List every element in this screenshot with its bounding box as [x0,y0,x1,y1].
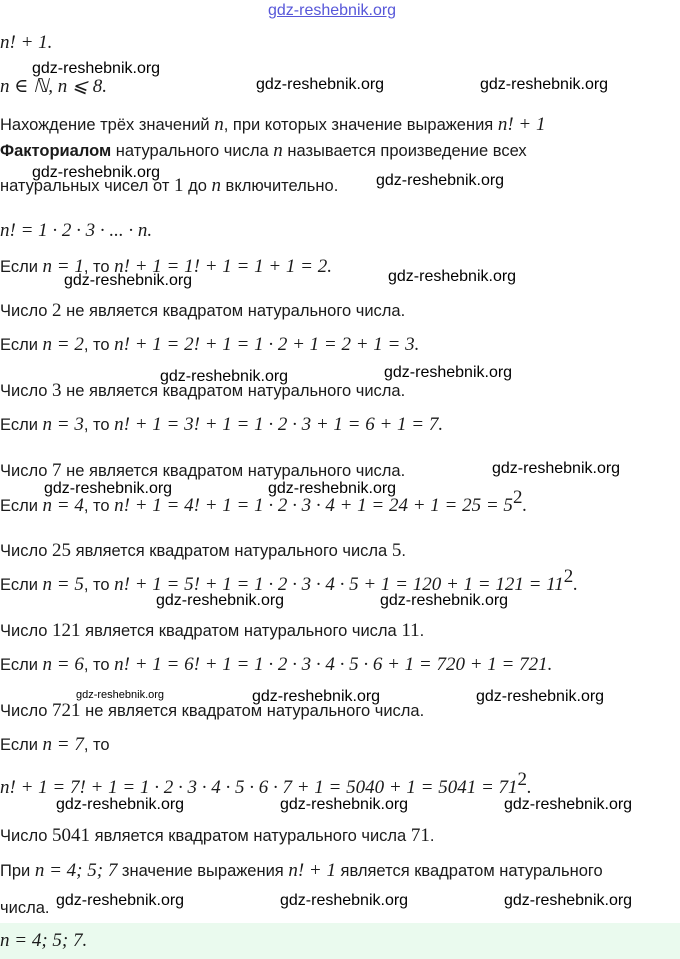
watermark: gdz-reshebnik.org [492,460,621,477]
step-n7-calc: n! + 1 = 7! + $1 = 1 \cdot 2 \cdot 3 \cdot 4 \cdot 5 \cdot 6 \cdot 7 + 1 = 5040 + 1 = 5041 = 71^2$. [0,769,532,798]
watermark: gdz-reshebnik.org [256,76,385,93]
watermark: gdz-reshebnik.org [280,892,409,909]
step-n3: Если n = 3, то n! + 1 = 3! + 1 = 1 · 2 · 3 + 1 = 6 + 1 = 7. [0,414,444,435]
result-n3: Число 7 не является квадратом натурального числа. [0,460,406,481]
watermark: gdz-reshebnik.org [384,364,513,381]
watermark: gdz-reshebnik.org [156,592,285,609]
step-n4: Если n = 4, то n! + 1 = 4! + $1 = 1 \cdot 2 \cdot 3 \cdot 4 + 1 = 24 + 1 = 25 = 5^2$. [0,487,528,516]
watermark: gdz-reshebnik.org [504,892,633,909]
watermark: gdz-reshebnik.org [56,796,185,813]
factorial-formula: n! = 1 · 2 · 3 · ... · n. [0,220,153,241]
watermark: gdz-reshebnik.org [32,60,161,77]
result-n4: Число 25 является квадратом натурального числа 5. [0,540,406,561]
watermark: gdz-reshebnik.org [504,796,633,813]
watermark: gdz-reshebnik.org [44,480,173,497]
definition-line-2: натуральных чисел от 1 до n включительно. [0,175,339,196]
site-header-link[interactable]: gdz-reshebnik.org [268,2,397,19]
watermark: gdz-reshebnik.org [380,592,509,609]
result-n7: Число 5041 является квадратом натурального числа 71. [0,825,435,846]
watermark: gdz-reshebnik.org [280,796,409,813]
given-condition: n ∈ ℕ, n ⩽ 8. [0,76,107,97]
answer-box [0,923,680,959]
watermark: gdz-reshebnik.org [32,164,161,181]
answer: n = 4; 5; 7. [0,930,88,951]
step-n7-intro: Если n = 7, то [0,734,110,755]
watermark: gdz-reshebnik.org [76,689,165,701]
step-n5: Если n = 5, то n! + 1 = 5! + $1 = 1 \cdot 2 \cdot 3 \cdot 4 \cdot 5 + 1 = 120 + 1 = 121 = 11^2$. [0,566,579,595]
step-n6: Если n = 6, то n! + 1 = 6! + 1 = 1 · 2 · 3 · 4 · 5 · 6 + 1 = 720 + 1 = 721. [0,654,553,675]
task-statement: Нахождение трёх значений n, при которых значение выражения n! + 1 [0,114,546,135]
conclusion-line-1: При n = 4; 5; 7 значение выражения n! + 1 является квадратом натурального [0,860,603,881]
step-n1: Если n = 1, то n! + 1 = 1! + 1 = 1 + 1 = 2. [0,256,332,277]
watermark: gdz-reshebnik.org [56,892,185,909]
step-n2: Если n = 2, то n! + 1 = 2! + 1 = 1 · 2 + 1 = 2 + 1 = 3. [0,334,420,355]
watermark: gdz-reshebnik.org [160,368,289,385]
watermark: gdz-reshebnik.org [252,688,381,705]
watermark: gdz-reshebnik.org [480,76,609,93]
conclusion-line-2: числа. [0,899,50,917]
watermark: gdz-reshebnik.org [388,268,517,285]
result-n2: Число 3 не является квадратом натурального числа. [0,380,406,401]
watermark: gdz-reshebnik.org [476,688,605,705]
result-n5: Число 121 является квадратом натурального числа 11. [0,620,425,641]
watermark: gdz-reshebnik.org [64,272,193,289]
result-n1: Число 2 не является квадратом натурального числа. [0,300,406,321]
result-n6: Число 721 не является квадратом натурального числа. [0,700,425,721]
watermark: gdz-reshebnik.org [268,480,397,497]
watermark: gdz-reshebnik.org [376,172,505,189]
definition-line-1: Факториалом натурального числа n называется произведение всех [0,140,527,161]
given-expression: n! + 1. [0,32,53,53]
